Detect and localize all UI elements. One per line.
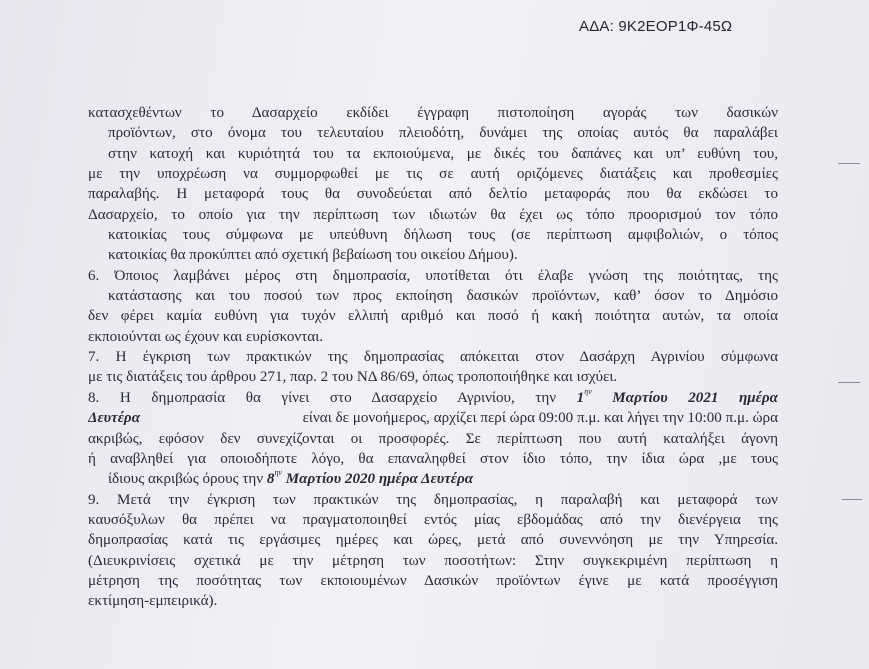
document-body: [88, 103, 778, 612]
text-line: (Διευκρινίσεις σχετικά με την μέτρηση των ποσοτήτων: Στην συγκεκριμένη περίπτωση η: [88, 552, 778, 569]
paragraphs-5-7: [88, 103, 778, 388]
para8-line1: [88, 388, 778, 408]
margin-mark: [838, 382, 860, 383]
para8-line2-rest: είναι δε μονοήμερος, αρχίζει περί ώρα 09:00 π.μ. και λήγει την 10:00 π.μ. ώρα: [302, 410, 778, 427]
text-line: κατασχεθέντων το Δασαρχείο εκδίδει έγγραφη πιστοποίηση αγοράς των δασικών: [88, 105, 778, 121]
para8-line1-prefix: 8. Η δημοπρασία θα γίνει στο Δασαρχείο Αγρινίου, την: [88, 389, 577, 406]
text-line: δημοπρασίας κατά τις εργάσιμες ημέρες και ώρες, μετά από συνεννόηση με την Υπηρεσία.: [88, 532, 778, 549]
margin-mark: [838, 163, 860, 164]
date2-rest: Μαρτίου 2020 ημέρα Δευτέρα: [281, 471, 474, 488]
text-line: κατοικίας τους σύμφωνα με υπεύθυνη δήλωση τους (σε περίπτωση αμφιβολιών, ο τόπος: [108, 227, 778, 244]
text-line: στην κατοχή και κυριότητά του τα εκποιούμενα, με δικές του δαπάνες και υπ’ ευθύνη του,: [108, 145, 778, 162]
date1-sup: ην: [584, 387, 592, 396]
ada-code: ΑΔΑ: 9Κ2ΕΟΡ1Φ-45Ω: [579, 18, 733, 35]
text-line: καυσόξυλων θα πρέπει να πραγματοποιηθεί εντός μίας εβδομάδας από την διενέργεια της: [88, 511, 778, 528]
text-line: εκποιούνται ως έχουν και ευρίσκονται.: [88, 328, 324, 345]
date2-day: 8: [266, 471, 275, 488]
text-line: δεν φέρει καμία ευθύνη για τυχόν ελλιπή αριθμό και ποσό ή κακή ποιότητα αυτών, τα οποία: [88, 308, 778, 325]
para8-line2: [88, 408, 778, 428]
text-line: 7. Η έγκριση των πρακτικών της δημοπρασίας απόκειται στον Δασάρχη Αγρινίου σύμφωνα: [88, 349, 778, 366]
text-line: Δασαρχείο, το οποίο για την περίπτωση των ιδιωτών θα έχει ως τόπο προορισμού τον τόπο: [88, 206, 778, 223]
text-line: παραλαβής. Η μεταφορά τους θα συνοδεύεται από δελτίο μεταφοράς που θα εκδώσει το: [88, 186, 778, 203]
date1: [576, 387, 778, 406]
text-line: προϊόντων, στο όνομα του τελευταίου πλειοδότη, δυνάμει της οποίας αυτός θα παραλάβει: [108, 125, 778, 142]
text-line: 6. Όποιος λαμβάνει μέρος στη δημοπρασία, υποτίθεται ότι έλαβε γνώση της ποιότητας, της: [88, 267, 778, 284]
para8-line5: [88, 469, 778, 489]
text-line: μέτρηση της ποσότητας των εκποιουμένων Δασικών προϊόντων έγινε με κατά προσέγγιση: [88, 572, 778, 589]
text-line: κατάστασης και του ποσού των προς εκποίηση δασικών προϊόντων, καθ’ όσον το Δημόσιο: [108, 288, 778, 305]
date1-day: 1: [576, 389, 585, 406]
date2: [267, 471, 473, 487]
text-line: με τις διατάξεις του άρθρου 271, παρ. 2 του ΝΔ 86/69, όπως τροποποιήθηκε και ισχύει.: [88, 369, 618, 386]
date2-sup: ην: [274, 469, 282, 478]
para8-line3: ακριβώς, εφόσον δεν συνεχίζονται οι προσφορές. Σε περίπτωση που αυτή καταλήξει άγονη: [88, 430, 778, 447]
margin-mark: [842, 499, 862, 500]
para8-line5-prefix: ίδιους ακριβώς όρους την: [108, 471, 267, 488]
para8-line4: ή αναβληθεί για οποιοδήποτε λόγο, θα επαναληφθεί στον ίδιο τόπο, την ίδια ώρα ,με τους: [88, 450, 778, 467]
text-line: με την υποχρέωση να συμμορφωθεί με τις σε αυτή οριζόμενες διατάξεις και προθεσμίες: [88, 166, 778, 183]
date1-rest: Μαρτίου 2021 ημέρα: [591, 389, 778, 406]
weekday1: Δευτέρα: [88, 410, 141, 427]
text-line: 9. Μετά την έγκριση των πρακτικών της δημοπρασίας, η παραλαβή και μεταφορά των: [88, 491, 778, 508]
paragraph-9: [88, 490, 778, 612]
text-line: κατοικίας θα προκύπτει από σχετική βεβαίωση του οικείου Δήμου).: [108, 247, 518, 264]
text-line: εκτίμηση-εμπειρικά).: [88, 593, 218, 610]
